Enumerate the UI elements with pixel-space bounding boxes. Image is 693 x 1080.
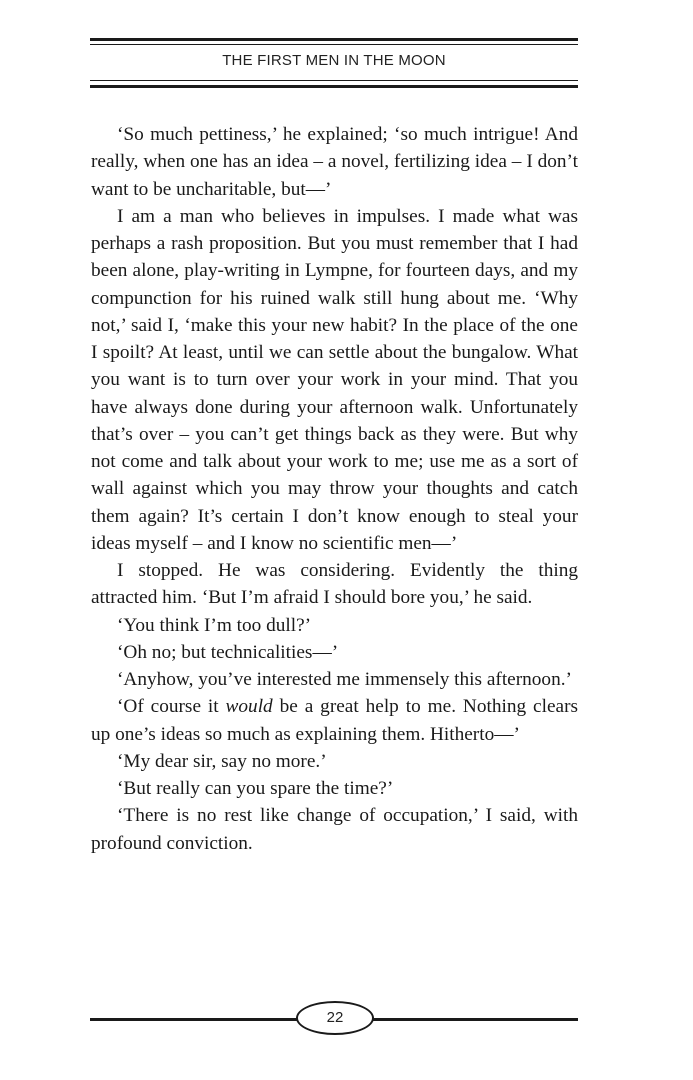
paragraph: ‘My dear sir, say no more.’ bbox=[117, 750, 327, 772]
paragraph: ‘So much pettiness,’ he explained; ‘so much intrigue! And really, when one has an idea – a novel, fertilizing idea – I don’t want to be uncharitable, but—’ bbox=[91, 124, 578, 200]
header-rule-bottom-thick bbox=[90, 85, 578, 88]
header-rule-bottom-thin bbox=[90, 80, 578, 81]
paragraph: ‘There is no rest like change of occupation,’ I said, with profound conviction. bbox=[91, 805, 578, 854]
italic-emphasis: would bbox=[225, 696, 273, 718]
paragraph: ‘Anyhow, you’ve interested me immensely this afternoon.’ bbox=[117, 669, 572, 690]
running-head-title: THE FIRST MEN IN THE MOON bbox=[222, 52, 446, 69]
paragraph-text: ‘Of course it bbox=[117, 696, 226, 718]
paragraph-text: be a great help to me. Nothing clears up one’s ideas so much as explaining them. Hitherto—’ bbox=[91, 696, 578, 745]
paragraph: I am a man who believes in impulses. I made what was perhaps a rash proposition. But you must remember that I had been alone, play-writing in Lympne, for fourteen days, and my compunction for his ruined walk still hung about me. ‘Why not,’ said I, ‘make this your new habit? In the place of the one I spoilt? At least, until we can settle about the bungalow. What you want is to turn over your work in your mind. That you have always done during your afternoon walk. Unfortunately that’s over – you can’t get things back as they were. But why not come and talk about your work to me; use me as a sort of wall against which you may throw your thoughts and catch them again? It’s certain I don’t know enough to steal your ideas myself – and I know no scientific men—’ bbox=[91, 205, 578, 554]
paragraph: ‘You think I’m too dull?’ bbox=[117, 614, 312, 636]
paragraph bbox=[91, 693, 578, 748]
page-number: 22 bbox=[296, 1001, 374, 1035]
paragraph: I stopped. He was considering. Evidently the thing attracted him. ‘But I’m afraid I should bore you,’ he said. bbox=[91, 560, 578, 609]
header-rule-top-thin bbox=[90, 44, 578, 45]
header-rule-top-thick bbox=[90, 38, 578, 41]
paragraph: ‘Oh no; but technicalities—’ bbox=[117, 641, 339, 663]
paragraph: ‘But really can you spare the time?’ bbox=[117, 778, 394, 799]
body-text bbox=[91, 121, 578, 857]
